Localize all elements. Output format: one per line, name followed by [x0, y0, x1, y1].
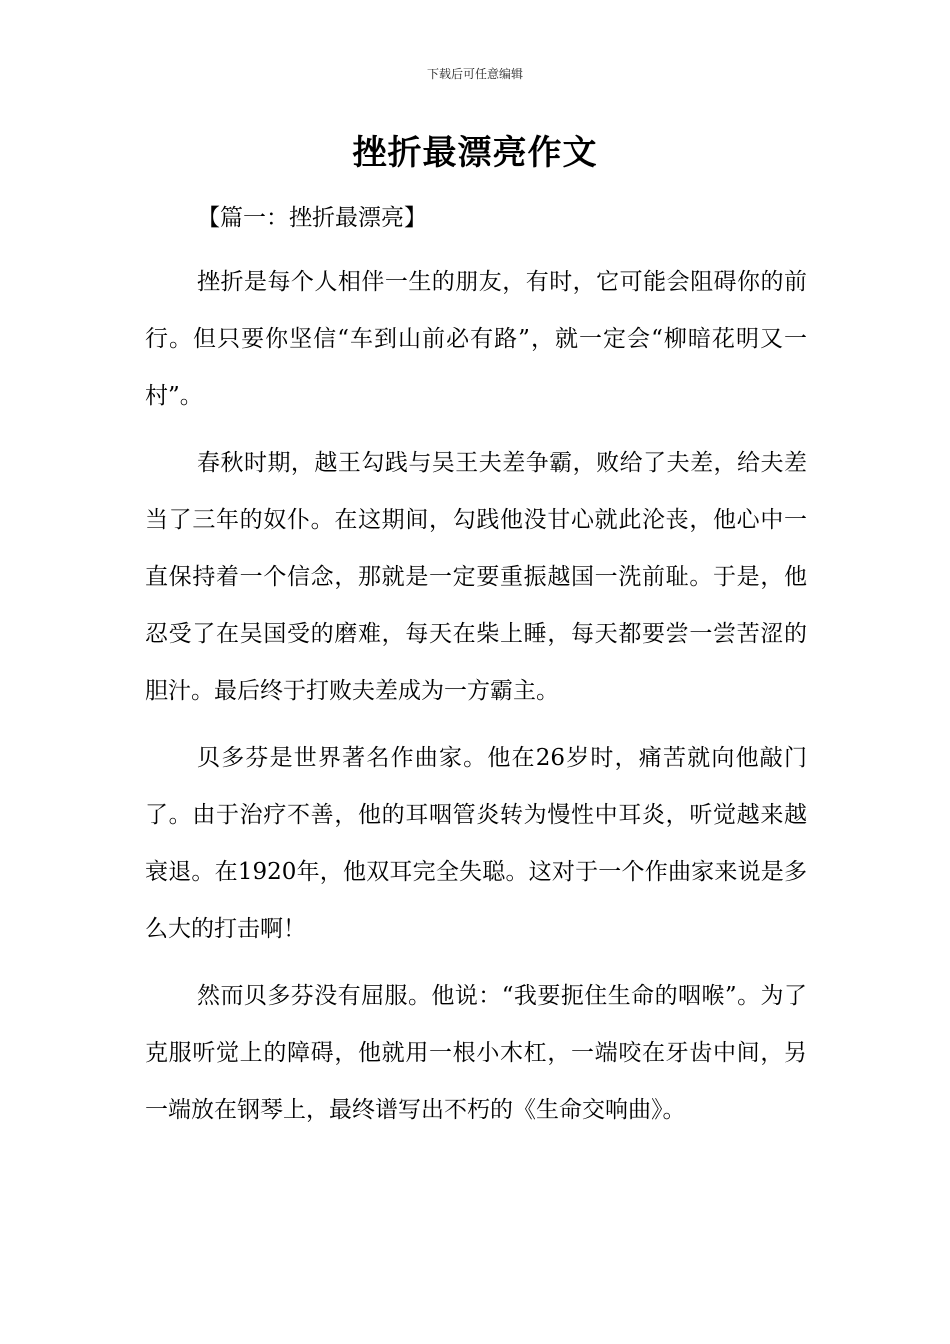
document-title: 挫折最漂亮作文	[352, 133, 598, 173]
paragraph-1: 挫折是每个人相伴一生的朋友，有时，它可能会阻碍你的前行。但只要你坚信“车到山前必有路”，就一定会“柳暗花明又一村”。	[145, 269, 807, 409]
paragraph-4: 然而贝多芬没有屈服。他说：“我要扼住生命的咽喉”。为了克服听觉上的障碍，他就用一根小木杠，一端咬在牙齿中间，另一端放在钢琴上，最终谱写出不朽的《生命交响曲》。	[145, 983, 807, 1123]
header-note: 下载后可任意编辑	[426, 67, 523, 81]
section-heading: 【篇一：挫折最漂亮】	[197, 205, 427, 231]
paragraph-3: 贝多芬是世界著名作曲家。他在26岁时，痛苦就向他敲门了。由于治疗不善，他的耳咽管炎转为慢性中耳炎，听觉越来越衰退。在1920年，他双耳完全失聪。这对于一个作曲家来说是多么大的打击啊！	[145, 745, 807, 942]
paragraph-2: 春秋时期，越王勾践与吴王夫差争霸，败给了夫差，给夫差当了三年的奴仆。在这期间，勾践他没甘心就此沦丧，他心中一直保持着一个信念，那就是一定要重振越国一洗前耻。于是，他忍受了在吴国受的磨难，每天在柴上睡，每天都要尝一尝苦涩的胆汁。最后终于打败夫差成为一方霸主。	[145, 450, 807, 704]
document-body	[145, 196, 807, 1149]
